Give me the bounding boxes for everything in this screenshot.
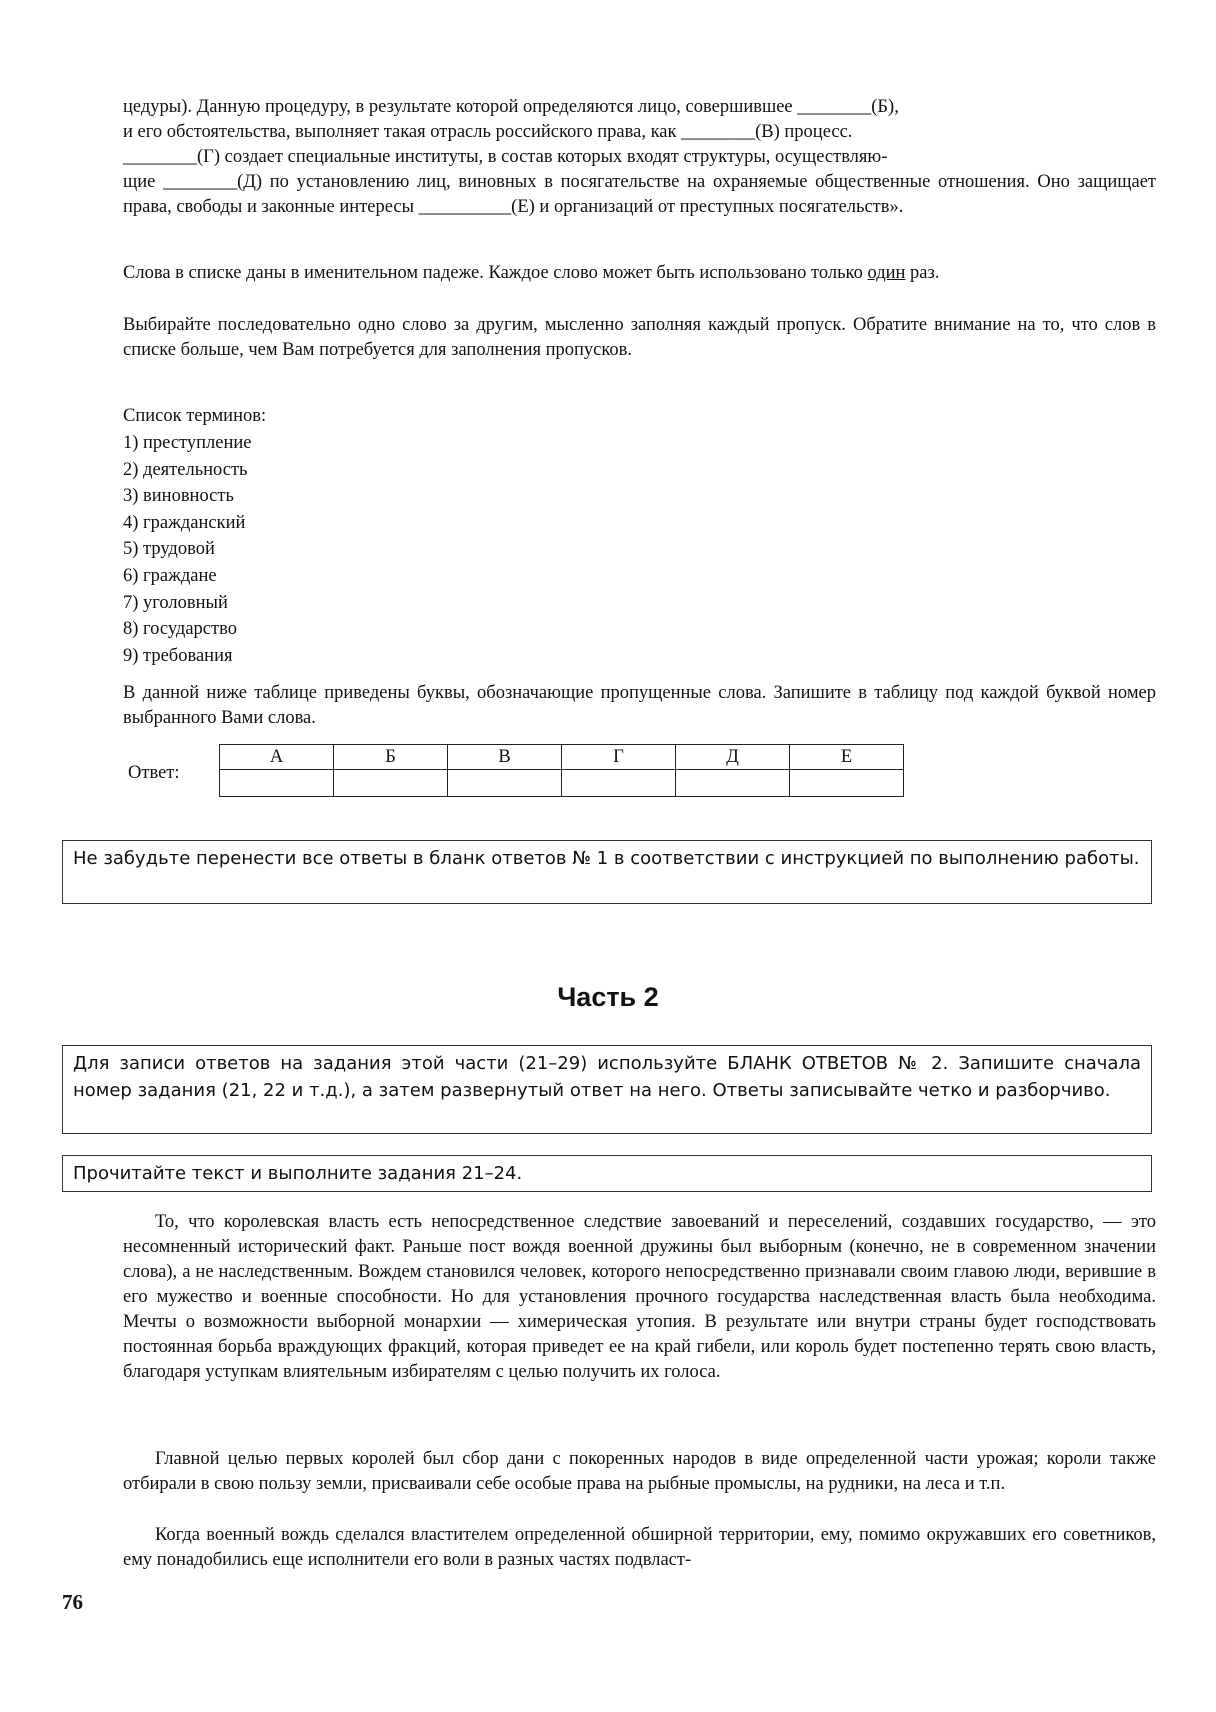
answer-table — [219, 744, 904, 797]
answer-letter-a: А — [220, 745, 334, 770]
reading-paragraph-3: Когда военный вождь сделался властителем определенной обширной территории, ему, помимо окружавших его советников, ему понадобились еще исполнители его воли в разных частях подвласт- — [123, 1525, 1156, 1570]
reading-task-box: Прочитайте текст и выполните задания 21–24. — [62, 1155, 1152, 1192]
answer-cell-b[interactable] — [334, 770, 448, 797]
reminder-box: Не забудьте перенести все ответы в бланк ответов № 1 в соответствии с инструкцией по выполнению работы. — [62, 840, 1152, 904]
term-item: 9) требования — [123, 645, 233, 666]
term-item: 8) государство — [123, 619, 237, 640]
answer-letter-d: Д — [676, 745, 790, 770]
instructions-underlined-word: один — [867, 263, 906, 283]
task-text-line-2: и его обстоятельства, выполняет такая отрасль российского права, как ________(В) процесс. — [123, 122, 853, 142]
part-2-instruction-box: Для записи ответов на задания этой части (21–29) используйте БЛАНК ОТВЕТОВ № 2. Запишите сначала номер задания (21, 22 и т.д.), а затем развернутый ответ на него. Ответы записывайте четко и разборчиво. — [62, 1045, 1152, 1134]
instructions-text: Слова в списке даны в именительном падеже. Каждое слово может быть использовано только — [123, 263, 868, 283]
term-item: 7) уголовный — [123, 592, 228, 613]
term-item: 6) граждане — [123, 565, 217, 586]
term-item: 1) преступление — [123, 433, 252, 453]
answer-letter-b: Б — [334, 745, 448, 770]
answer-values-row — [220, 770, 904, 797]
page-number: 76 — [62, 1590, 83, 1614]
instructions-text-end: раз. — [905, 263, 940, 283]
answer-cell-v[interactable] — [448, 770, 562, 797]
terms-heading: Список терминов: — [123, 406, 267, 426]
answer-letter-g: Г — [562, 745, 676, 770]
instructions-line-1 — [123, 261, 1156, 286]
reading-paragraph-1: То, что королевская власть есть непосредственное следствие завоеваний и переселений, создавших государство, — это несомненный исторический факт. Раньше пост вождя военной дружины был выборным (конечно, не в современном значении слова), а не наследственным. Вождем становился человек, которого непосредственно признавали своим главою люди, верившие в его мужество и военные способности. Но для установления прочного государства наследственная власть была необходима. Мечты о возможности выборной монархии — химерическая утопия. В результате или внутри страны будет господствовать постоянная борьба враждующих фракций, которая приведет ее на край гибели, или король будет постепенно терять свою власть, благодаря уступкам влиятельным избирателям с целью получить их голоса. — [123, 1212, 1156, 1382]
term-item: 5) трудовой — [123, 539, 215, 560]
task-text-line-1: цедуры). Данную процедуру, в результате которой определяются лицо, совершившее ________(Б), — [123, 97, 899, 117]
answer-letter-v: В — [448, 745, 562, 770]
part-2-title: Часть 2 — [557, 982, 659, 1012]
answer-letter-e: Е — [790, 745, 904, 770]
answer-letters-row — [220, 745, 904, 770]
reading-paragraph-2: Главной целью первых королей был сбор дани с покоренных народов в виде определенной части урожая; короли также отбирали в свою пользу земли, присваивали себе особые права на рыбные промыслы, на рудники, на леса и т.п. — [123, 1449, 1156, 1494]
terms-list — [123, 430, 252, 669]
answer-cell-g[interactable] — [562, 770, 676, 797]
answer-cell-d[interactable] — [676, 770, 790, 797]
answer-label: Ответ: — [128, 763, 180, 783]
term-item: 4) гражданский — [123, 512, 246, 533]
task-text-line-4: щие ________(Д) по установлению лиц, виновных в посягательстве на охраняемые общественные отношения. Оно защищает права, свободы и законные интересы __________(Е) и организаций от преступных посягательств». — [123, 172, 1156, 217]
task-text-line-3: ________(Г) создает специальные институты, в состав которых входят структуры, осуществляю- — [123, 147, 888, 167]
instructions-line-2: Выбирайте последовательно одно слово за другим, мысленно заполняя каждый пропуск. Обратите внимание на то, что слов в списке больше, чем Вам потребуется для заполнения пропусков. — [123, 315, 1156, 360]
table-instruction: В данной ниже таблице приведены буквы, обозначающие пропущенные слова. Запишите в таблицу под каждой буквой номер выбранного Вами слова. — [123, 683, 1156, 728]
term-item: 3) виновность — [123, 486, 234, 507]
term-item: 2) деятельность — [123, 459, 248, 480]
answer-cell-a[interactable] — [220, 770, 334, 797]
answer-cell-e[interactable] — [790, 770, 904, 797]
